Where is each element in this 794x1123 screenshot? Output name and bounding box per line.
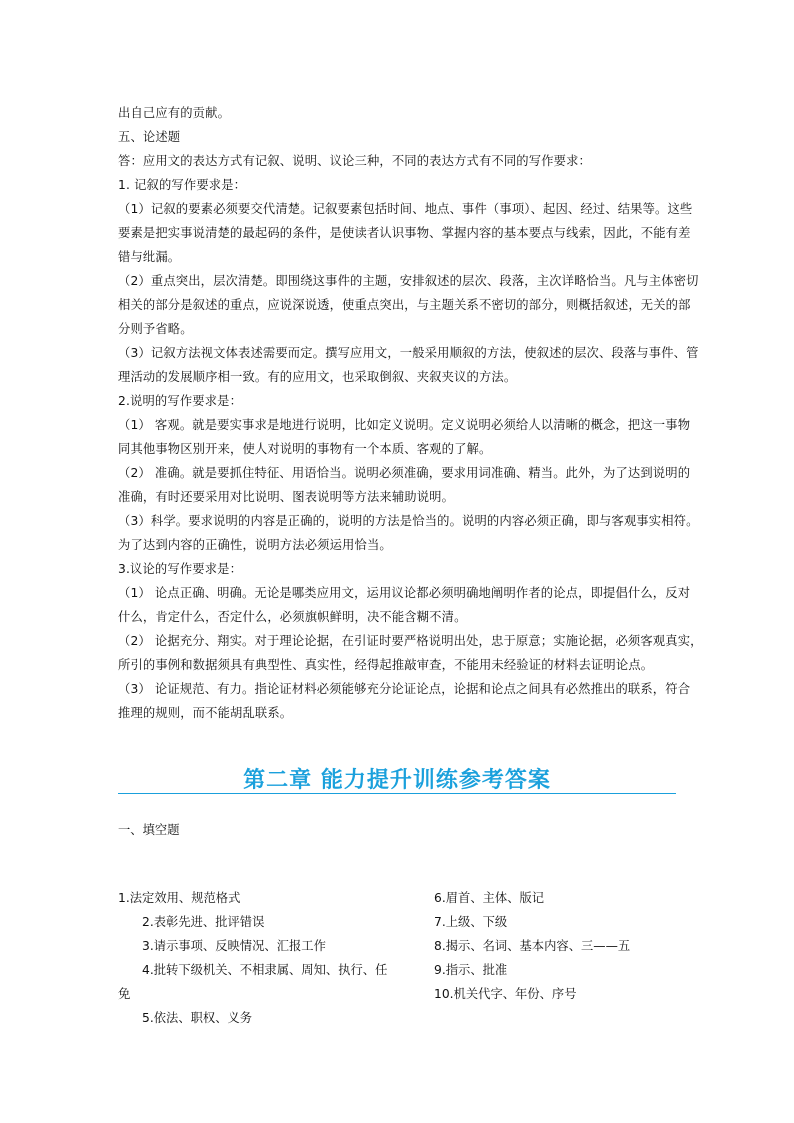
body-paragraph [118,341,699,389]
answer-item: 5.依法、职权、义务 [142,1011,253,1025]
answer-item: 9.指示、批准 [434,963,508,977]
paragraph-line: 所引的事例和数据须具有典型性、真实性，经得起推敲审查，不能用未经验证的材料去证明论点。 [118,658,654,672]
paragraph-line: 相关的部分是叙述的重点，应说深说透，使重点突出，与主题关系不密切的部分，则概括叙述，无关的部 [118,298,691,312]
body-paragraph [118,629,703,677]
body-paragraph [118,125,678,149]
answer-item: 2.表彰先进、批评错误 [142,915,265,929]
paragraph-line: 为了达到内容的正确性，说明方法必须运用恰当。 [118,538,392,552]
paragraph-line: （1） 客观。就是要实事求是地进行说明，比如定义说明。定义说明必须给人以清晰的概念，把这一事物 [118,418,691,432]
paragraph-line: 2.说明的写作要求是： [118,394,243,408]
paragraph-line: 准确，有时还要采用对比说明、图表说明等方法来辅助说明。 [118,490,455,504]
answer-item: 1.法定效用、规范格式 [118,891,241,905]
paragraph-line: 分则予省略。 [118,322,193,336]
answer-item: 3.请示事项、反映情况、汇报工作 [142,939,326,953]
body-paragraph [118,413,691,461]
paragraph-line: （2） 论据充分、翔实。对于理论论据，在引证时要严格说明出处，忠于原意；实施论据，必须客观真实， [118,634,703,648]
section-heading: 一、填空题 [118,823,180,837]
paragraph-line: （3）科学。要求说明的内容是正确的，说明的方法是恰当的。说明的内容必须正确，即与客观事实相符。 [118,514,699,528]
paragraph-line: （1） 论点正确、明确。无论是哪类应用文，运用议论都必须明确地阐明作者的论点，即提倡什么，反对 [118,586,691,600]
paragraph-line: 理活动的发展顺序相一致。有的应用文，也采取倒叙、夹叙夹议的方法。 [118,370,517,384]
body-paragraph [118,509,699,557]
paragraph-line: 推理的规则，而不能胡乱联系。 [118,706,293,720]
body-paragraph [118,461,691,509]
chapter-title: 第二章 能力提升训练参考答案 [243,767,551,793]
body-paragraph [118,173,678,197]
body-paragraph [118,389,678,413]
paragraph-line: 错与纰漏。 [118,250,181,264]
paragraph-line: 答：应用文的表达方式有记叙、说明、议论三种，不同的表达方式有不同的写作要求： [118,154,591,168]
body-paragraph [118,269,699,341]
paragraph-line: 1. 记叙的写作要求是： [118,178,247,192]
answer-item: 10.机关代字、年份、序号 [434,987,577,1001]
answer-item: 4.批转下级机关、不相隶属、周知、执行、任 [142,963,388,977]
answer-item: 免 [118,987,131,1001]
paragraph-line: 3.议论的写作要求是： [118,562,243,576]
title-underline [118,793,676,794]
paragraph-line: 同其他事物区别开来，使人对说明的事物有一个本质、客观的了解。 [118,442,492,456]
body-paragraph [118,101,678,125]
paragraph-line: （1）记叙的要素必须要交代清楚。记叙要素包括时间、地点、事件（事项）、起因、经过、结果等。这些 [118,202,693,216]
body-paragraph [118,149,678,173]
paragraph-line: （2）重点突出，层次清楚。即围绕这事件的主题，安排叙述的层次、段落，主次详略恰当。凡与主体密切 [118,274,699,288]
paragraph-line: 五、论述题 [118,130,181,144]
paragraph-line: （3） 论证规范、有力。指论证材料必须能够充分论证论点，论据和论点之间具有必然推出的联系，符合 [118,682,691,696]
paragraph-line: 要素是把实事说清楚的最起码的条件，是使读者认识事物、掌握内容的基本要点与线索，因此，不能有差 [118,226,691,240]
answer-item: 7.上级、下级 [434,915,508,929]
body-paragraph [118,581,691,629]
body-paragraph [118,557,678,581]
body-paragraph [118,677,691,725]
paragraph-line: 什么，肯定什么，否定什么，必须旗帜鲜明，决不能含糊不清。 [118,610,467,624]
body-paragraph [118,197,693,269]
answer-item: 8.揭示、名词、基本内容、三——五 [434,939,631,953]
paragraph-line: （3）记叙方法视文体表述需要而定。撰写应用文，一般采用顺叙的方法，使叙述的层次、段落与事件、管 [118,346,699,360]
paragraph-line: （2） 准确。就是要抓住特征、用语恰当。说明必须准确，要求用词准确、精当。此外，为了达到说明的 [118,466,691,480]
paragraph-line: 出自己应有的贡献。 [118,106,231,120]
answer-item: 6.眉首、主体、版记 [434,891,545,905]
